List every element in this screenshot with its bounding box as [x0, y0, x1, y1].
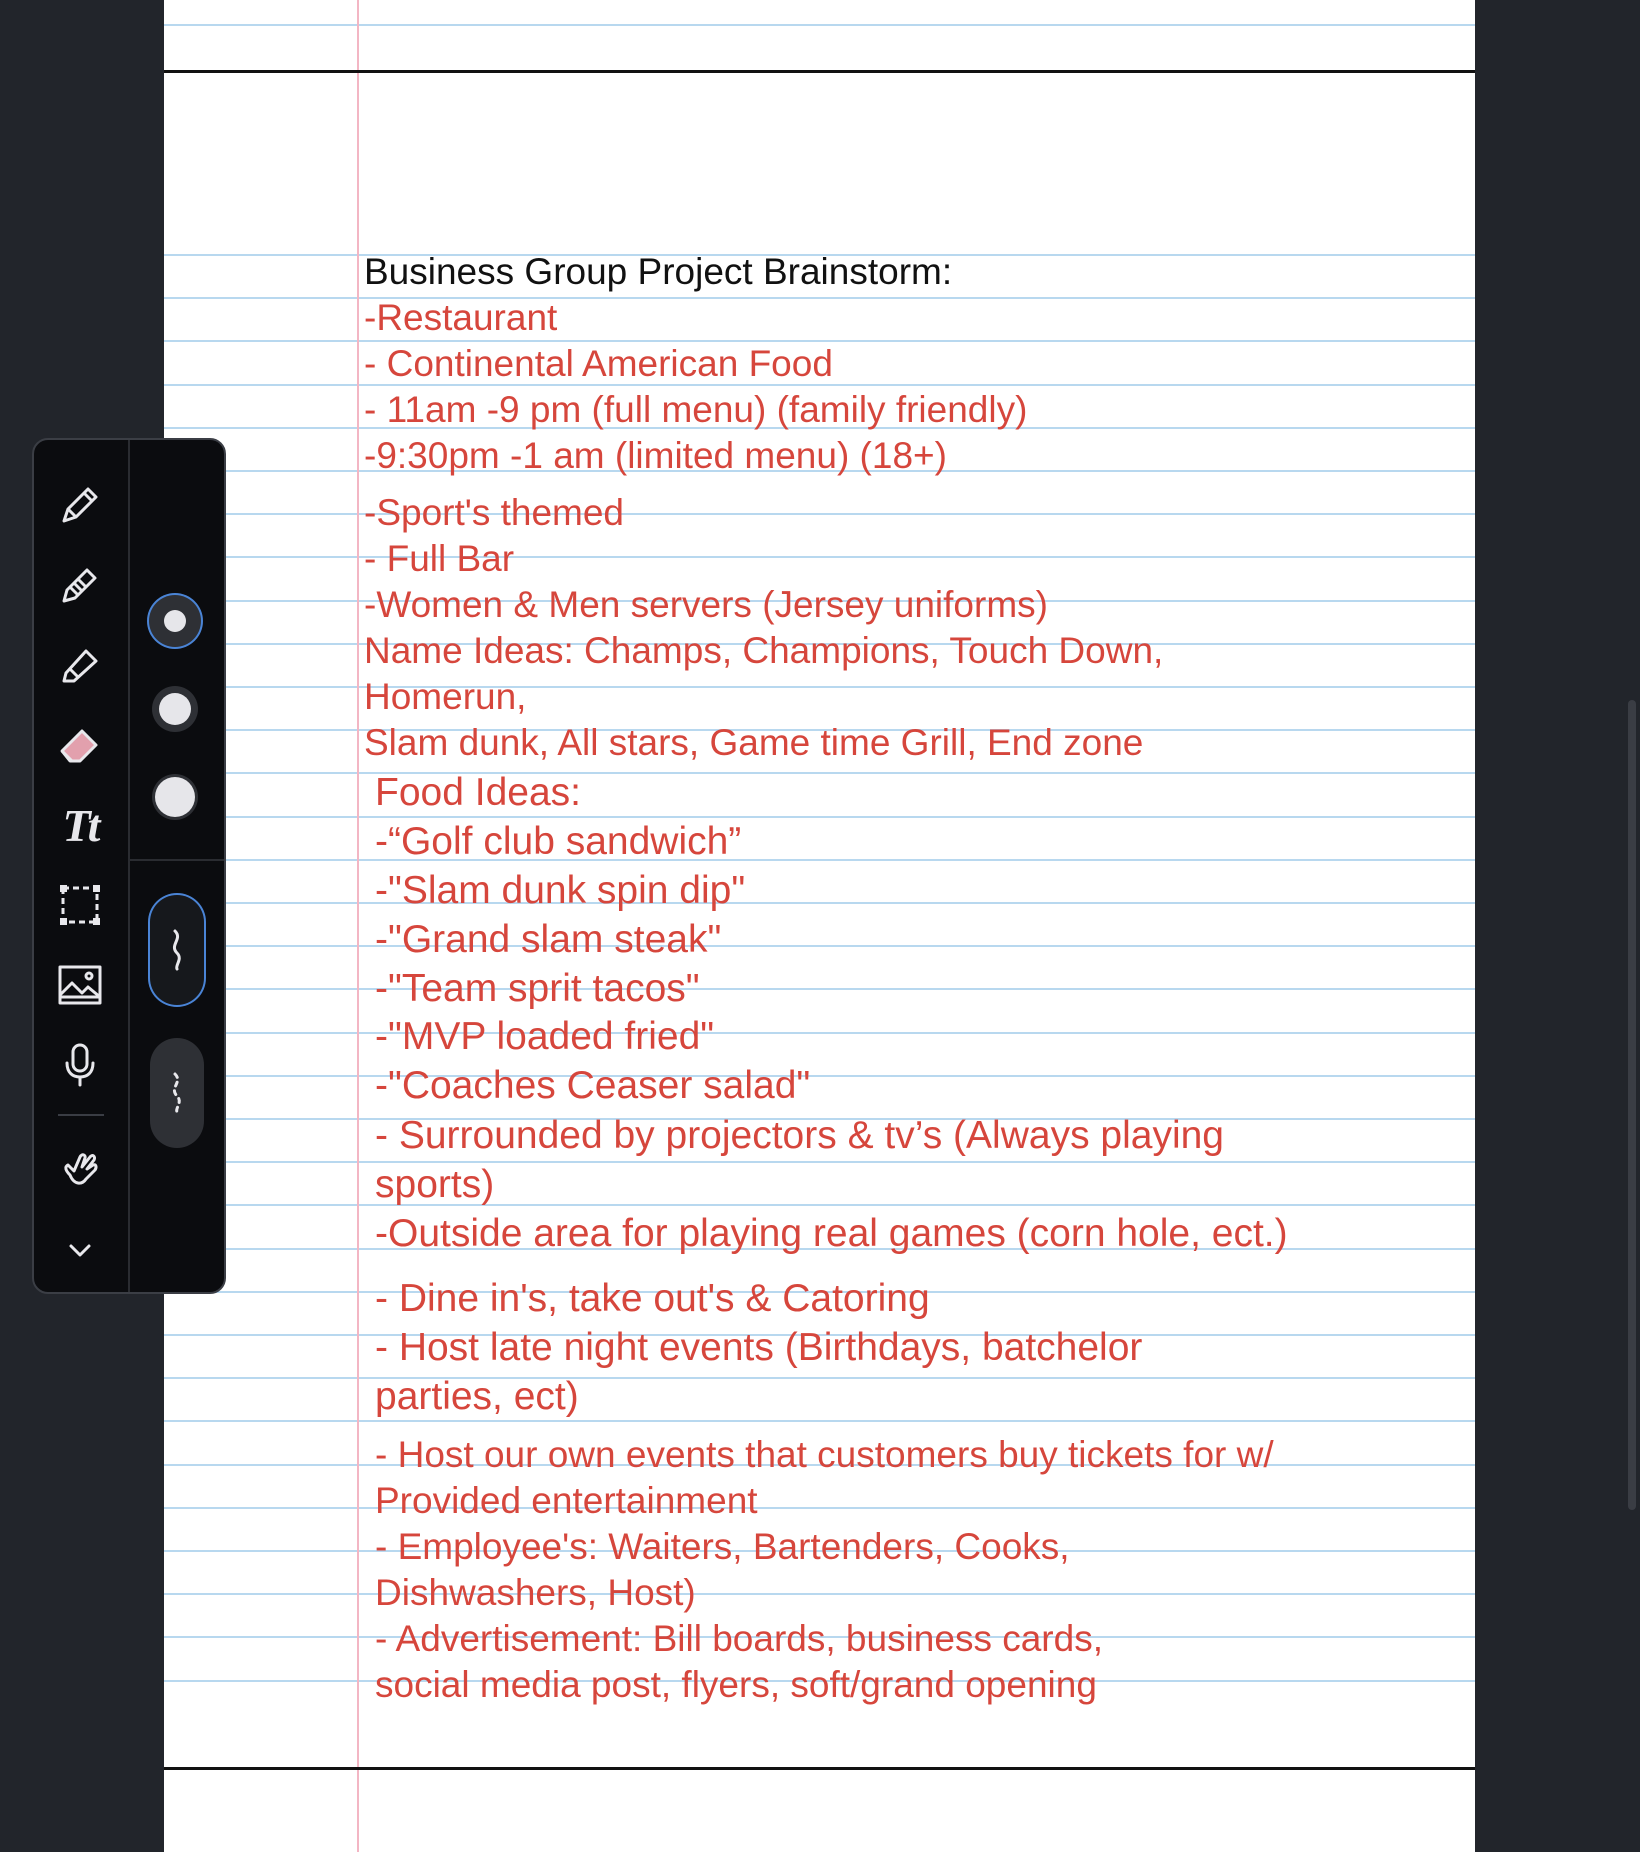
note-line: - Employee's: Waiters, Bartenders, Cooks,	[375, 1526, 1070, 1567]
tool-column	[34, 440, 130, 1292]
pencil-tool-button[interactable]	[51, 556, 109, 614]
margin-line	[357, 0, 359, 1852]
chevron-down-icon	[62, 1233, 98, 1269]
ruled-line	[164, 297, 1475, 299]
stroke-smoothing-dotted-button[interactable]	[150, 1038, 204, 1148]
hand-tool-button[interactable]	[51, 1140, 109, 1198]
toolbar-divider	[58, 1114, 104, 1116]
note-line: -9:30pm -1 am (limited menu) (18+)	[364, 435, 947, 476]
stroke-size-small[interactable]	[149, 595, 201, 647]
ruled-line	[164, 556, 1475, 558]
image-tool-button[interactable]	[51, 956, 109, 1014]
note-line: social media post, flyers, soft/grand opening	[375, 1664, 1097, 1705]
hand-pointer-icon	[56, 1145, 104, 1193]
ruled-line	[164, 772, 1475, 774]
note-line: -"MVP loaded fried"	[375, 1015, 715, 1058]
lasso-select-icon	[56, 881, 104, 929]
note-line: -Outside area for playing real games (corn hole, ect.)	[375, 1212, 1288, 1255]
collapse-toolbar-button[interactable]	[51, 1222, 109, 1280]
ruled-line	[164, 1032, 1475, 1034]
note-line: Slam dunk, All stars, Game time Grill, End zone	[364, 722, 1144, 763]
drawing-toolbar	[32, 438, 226, 1294]
fountain-pen-tool-button[interactable]	[51, 476, 109, 534]
note-line: -"Slam dunk spin dip"	[375, 869, 746, 912]
ruled-line	[164, 988, 1475, 990]
note-title: Business Group Project Brainstorm:	[364, 251, 953, 292]
note-line: Homerun,	[364, 676, 527, 717]
microphone-icon	[56, 1041, 104, 1089]
note-line: Name Ideas: Champs, Champions, Touch Down,	[364, 630, 1164, 671]
note-line: - Surrounded by projectors & tv’s (Always playing	[375, 1114, 1224, 1157]
dotted-stroke-icon	[165, 1068, 189, 1118]
stroke-smoothing-smooth-button[interactable]	[150, 895, 204, 1005]
note-line: -"Grand slam steak"	[375, 918, 722, 961]
stroke-size-medium-dot	[159, 693, 191, 725]
ruled-line	[164, 1507, 1475, 1509]
fountain-pen-icon	[56, 481, 104, 529]
image-icon	[56, 961, 104, 1009]
note-line: - Continental American Food	[364, 343, 833, 384]
note-line: Provided entertainment	[375, 1480, 758, 1521]
ruled-line	[164, 816, 1475, 818]
pencil-icon	[56, 561, 104, 609]
note-line: -Sport's themed	[364, 492, 625, 533]
stroke-size-large-dot	[155, 777, 195, 817]
note-line: - Full Bar	[364, 538, 515, 579]
eraser-tool-button[interactable]	[51, 716, 109, 774]
text-tool-icon: Tt	[62, 799, 98, 851]
note-line: -“Golf club sandwich”	[375, 820, 742, 863]
note-line: -Restaurant	[364, 297, 558, 338]
ruled-line	[164, 1420, 1475, 1422]
ruled-line	[164, 24, 1475, 26]
ruled-line	[164, 513, 1475, 515]
lasso-select-tool-button[interactable]	[51, 876, 109, 934]
note-line: parties, ect)	[375, 1375, 579, 1418]
ruled-line	[164, 686, 1475, 688]
ruled-line	[164, 859, 1475, 861]
ruled-line	[164, 1075, 1475, 1077]
text-tool-button[interactable]	[51, 796, 109, 854]
page-divider-bottom	[164, 1767, 1475, 1770]
smooth-stroke-icon	[165, 925, 189, 975]
note-line: Food Ideas:	[375, 771, 581, 814]
eraser-icon	[56, 721, 104, 769]
page-divider-top	[164, 70, 1475, 73]
options-divider	[128, 859, 224, 861]
ruled-line	[164, 945, 1475, 947]
ruled-line	[164, 1204, 1475, 1206]
vertical-scrollbar[interactable]	[1628, 700, 1636, 1510]
note-line: Dishwashers, Host)	[375, 1572, 696, 1613]
notebook-page[interactable]	[164, 0, 1475, 1852]
note-line: -Women & Men servers (Jersey uniforms)	[364, 584, 1048, 625]
ruled-line	[164, 1377, 1475, 1379]
note-line: - Advertisement: Bill boards, business cards,	[375, 1618, 1103, 1659]
stroke-size-small-dot	[164, 610, 186, 632]
note-line: -"Team sprit tacos"	[375, 967, 700, 1010]
ruled-line	[164, 902, 1475, 904]
highlighter-icon	[56, 641, 104, 689]
note-line: - Dine in's, take out's & Catoring	[375, 1277, 930, 1320]
stroke-size-large[interactable]	[152, 774, 198, 820]
ruled-line	[164, 1161, 1475, 1163]
voice-record-button[interactable]	[51, 1036, 109, 1094]
stroke-size-medium[interactable]	[152, 686, 198, 732]
note-line: sports)	[375, 1163, 495, 1206]
ruled-line	[164, 1593, 1475, 1595]
note-line: - Host our own events that customers buy tickets for w/	[375, 1434, 1274, 1475]
highlighter-tool-button[interactable]	[51, 636, 109, 694]
note-line: - 11am -9 pm (full menu) (family friendly)	[364, 389, 1028, 430]
note-line: - Host late night events (Birthdays, batchelor	[375, 1326, 1143, 1369]
note-line: -"Coaches Ceaser salad"	[375, 1064, 811, 1107]
tool-options-column	[128, 440, 224, 1292]
